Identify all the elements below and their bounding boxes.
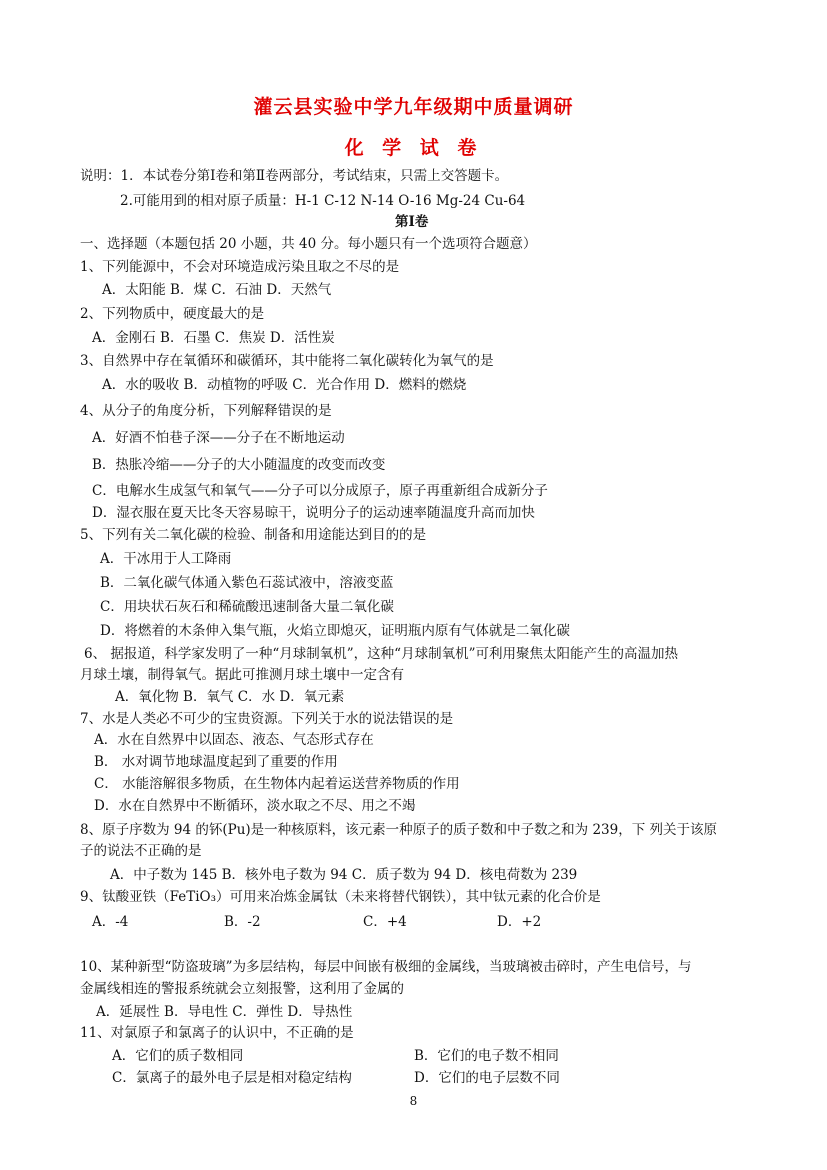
question-5-option-c: C．用块状石灰石和稀硫酸迅速制备大量二氧化碳 [100,599,394,615]
school-title: 灌云县实验中学九年级期中质量调研 [253,96,574,118]
question-7-option-c: C． 水能溶解很多物质，在生物体内起着运送营养物质的作用 [94,776,460,792]
question-7-stem: 7、水是人类必不可少的宝贵资源。下列关于水的说法错误的是 [80,711,454,727]
question-10-stem-line-1: 10、某种新型“防盗玻璃”为多层结构，每层中间嵌有极细的金属线，当玻璃被击碎时，产生电信号，与 [80,959,692,975]
question-8-options: A．中子数为 145 B．核外电子数为 94 C．质子数为 94 D．核电荷数为 239 [110,867,578,883]
question-9-stem: 9、钛酸亚铁（FeTiO₃）可用来冶炼金属钛（未来将替代钢铁），其中钛元素的化合价是 [80,889,601,905]
question-10-options: A．延展性 B．导电性 C．弹性 D．导热性 [96,1004,353,1020]
question-9-option-d: D．+2 [497,914,542,930]
question-3-stem: 3、自然界中存在氧循环和碳循环，其中能将二氧化碳转化为氧气的是 [80,353,494,369]
question-6-stem-line-2: 月球土壤，制得氧气。据此可推测月球土壤中一定含有 [80,667,404,683]
subject-title: 化 学 试 卷 [344,137,483,159]
question-9-option-a: A．-4 [92,914,129,930]
question-9-option-b: B．-2 [224,914,261,930]
notes-line-1: 说明：1．本试卷分第Ⅰ卷和第Ⅱ卷两部分，考试结束，只需上交答题卡。 [80,168,509,184]
question-4-option-a: A．好酒不怕巷子深——分子在不断地运动 [92,430,345,446]
question-6-options: A．氧化物 B．氧气 C．水 D．氧元素 [115,689,345,705]
question-11-option-a: A．它们的质子数相同 [112,1048,244,1064]
question-10-stem-line-2: 金属线相连的警报系统就会立刻报警，这利用了金属的 [80,981,404,997]
question-4-option-c: C．电解水生成氢气和氧气——分子可以分成原子，原子再重新组合成新分子 [92,483,548,499]
question-5-option-b: B．二氧化碳气体通入紫色石蕊试液中，溶液变蓝 [100,575,394,591]
question-5-stem: 5、下列有关二氧化碳的检验、制备和用途能达到目的的是 [80,527,427,543]
question-8-stem-line-1: 8、原子序数为 94 的钚(Pu)是一种核原料，该元素一种原子的质子数和中子数之和为 239，下 列关于该原 [80,822,718,838]
question-9-option-c: C．+4 [363,914,407,930]
question-1-options: A．太阳能 B．煤 C．石油 D．天然气 [102,282,332,298]
question-7-option-d: D．水在自然界中不断循环，淡水取之不尽、用之不竭 [94,798,416,814]
question-6-stem-line-1: 6、 据报道，科学家发明了一种“月球制氧机”，这种“月球制氧机”可利用聚焦太阳能产生的高温加热 [84,646,678,662]
page-number: 8 [409,1094,418,1108]
question-11-option-b: B．它们的电子数不相同 [414,1048,559,1064]
question-2-options: A．金刚石 B．石墨 C．焦炭 D．活性炭 [92,330,335,346]
question-7-option-a: A．水在自然界中以固态、液态、气态形式存在 [94,732,374,748]
question-3-options: A．水的吸收 B．动植物的呼吸 C．光合作用 D．燃料的燃烧 [102,377,467,393]
question-5-option-a: A．干冰用于人工降雨 [100,551,232,567]
question-1-stem: 1、下列能源中，不会对环境造成污染且取之不尽的是 [80,259,400,275]
question-5-option-d: D．将燃着的木条伸入集气瓶，火焰立即熄灭，证明瓶内原有气体就是二氧化碳 [100,623,570,639]
question-7-option-b: B． 水对调节地球温度起到了重要的作用 [94,754,338,770]
question-2-stem: 2、下列物质中，硬度最大的是 [80,306,265,322]
part1-header: 一、选择题（本题包括 20 小题，共 40 分。每小题只有一个选项符合题意） [80,236,537,252]
notes-line-2: 2.可能用到的相对原子质量：H-1 C-12 N-14 O-16 Mg-24 Cu-64 [120,193,526,209]
question-11-stem: 11、对氯原子和氯离子的认识中，不正确的是 [80,1025,354,1041]
question-4-option-b: B．热胀冷缩——分子的大小随温度的改变而改变 [92,457,386,473]
question-4-option-d: D．湿衣服在夏天比冬天容易晾干，说明分子的运动速率随温度升高而加快 [92,505,535,521]
question-4-stem: 4、从分子的角度分析，下列解释错误的是 [80,403,332,419]
question-11-option-c: C．氯离子的最外电子层是相对稳定结构 [112,1070,352,1086]
section-title: 第Ⅰ卷 [395,214,429,230]
question-11-option-d: D．它们的电子层数不同 [414,1070,560,1086]
question-8-stem-line-2: 子的说法不正确的是 [80,843,202,859]
